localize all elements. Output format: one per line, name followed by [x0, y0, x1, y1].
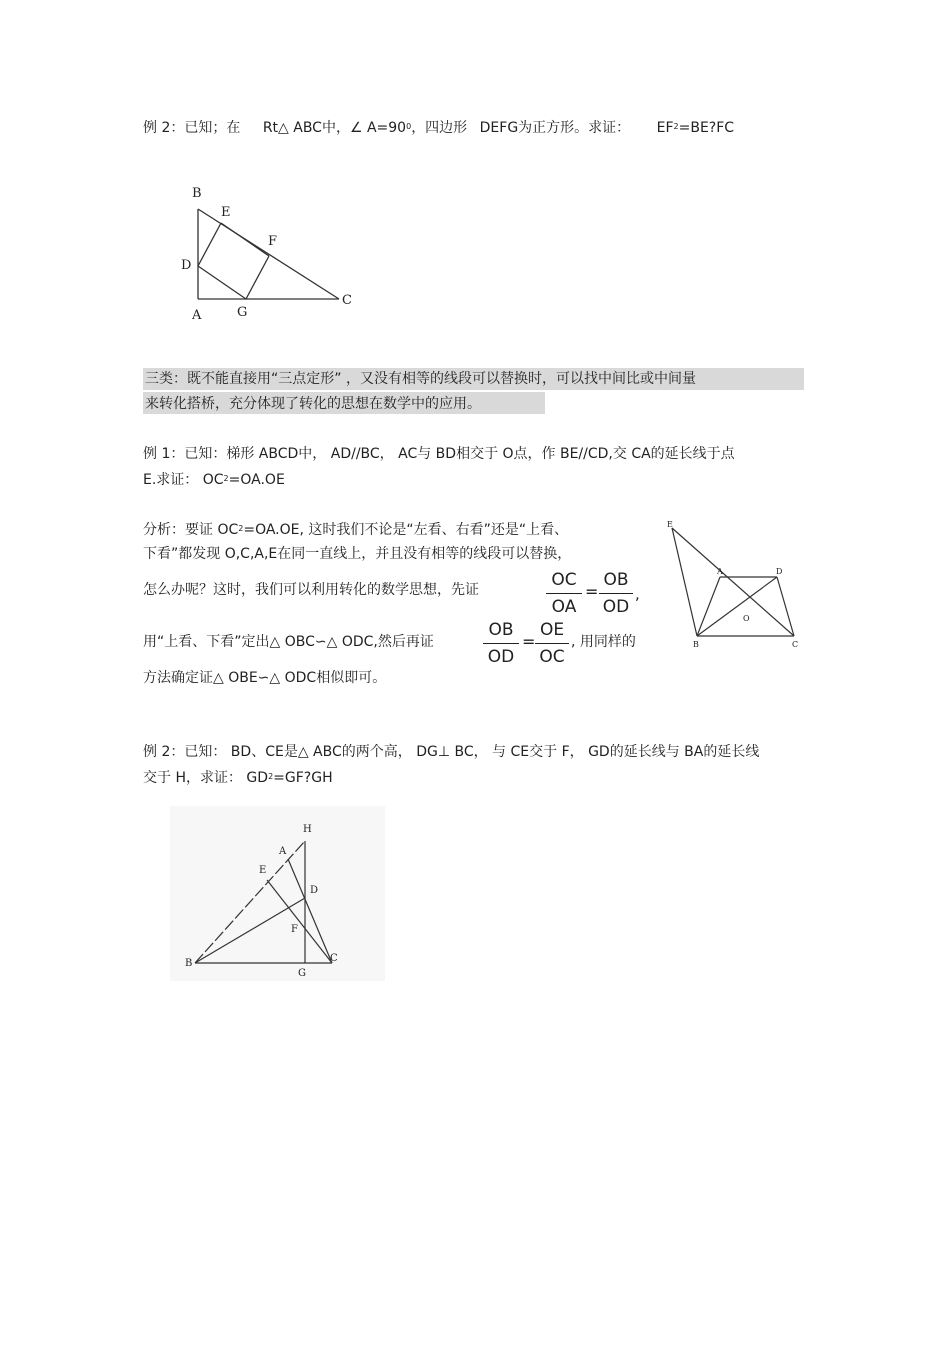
- label-d: D: [310, 885, 319, 896]
- example-2b-line-2: [143, 768, 333, 790]
- example-1-line-2: [143, 470, 285, 492]
- fraction-numerator: OC: [551, 570, 577, 590]
- analysis-line-2: 下看”都发现 O,C,A,E在同一直线上，并且没有相等的线段可以替换，: [143, 546, 572, 562]
- fraction-numerator: OB: [488, 620, 514, 640]
- label-a: A: [279, 846, 287, 857]
- example-1-line-1: 例 1：已知：梯形 ABCD中， AD//BC， AC与 BD相交于 O点，作 BE//CD,交 CA的延长线于点: [143, 446, 735, 462]
- label-f: F: [291, 924, 298, 935]
- analysis-line-3: 怎么办呢？这时，我们可以利用转化的数学思想，先证: [143, 582, 479, 598]
- fraction-numerator: OE: [539, 620, 565, 640]
- label-c: C: [330, 953, 338, 964]
- figure-trapezoid: [660, 516, 810, 656]
- square-sup: 2: [238, 524, 244, 533]
- comma: ,: [635, 585, 640, 603]
- example-2b-prove-lhs: 交于 H，求证： GD: [143, 770, 269, 786]
- category-3-line-1: 三类：既不能直接用“三点定形” ，又没有相等的线段可以替换时，可以找中间比或中间量: [145, 371, 696, 387]
- fraction-denominator: OD: [487, 647, 515, 667]
- example-1-prove-lhs: E.求证： OC: [143, 472, 224, 488]
- label-d: D: [181, 258, 192, 273]
- example-1-prove-rhs: =OA.OE: [228, 472, 285, 488]
- figure-triangle-altitudes: [170, 806, 385, 981]
- label-g: G: [298, 968, 306, 979]
- example-2-triangle: Rt△ ABC中，∠ A=90: [262, 120, 407, 136]
- label-a: A: [717, 567, 723, 576]
- label-o: O: [743, 614, 750, 623]
- fraction-ob-od-2: [483, 619, 519, 668]
- analysis-intro-rest: =OA.OE, 这时我们不论是“左看、右看”还是“上看、: [243, 522, 569, 538]
- analysis-intro: 分析：要证 OC: [143, 522, 239, 538]
- analysis-line-5: 方法确定证△ OBE∽△ ODC相似即可。: [143, 670, 387, 686]
- example-2-lhs: EF: [656, 120, 674, 136]
- category-3-line-2: 来转化搭桥，充分体现了转化的思想在数学中的应用。: [145, 396, 481, 412]
- square-sup: 2: [673, 122, 679, 131]
- example-2-statement: [143, 118, 734, 140]
- degree-sup: 0: [406, 122, 412, 131]
- label-h: H: [303, 824, 312, 835]
- label-e: E: [259, 865, 267, 876]
- figure-right-triangle-square: [170, 180, 370, 325]
- label-c: C: [792, 640, 799, 649]
- label-e: E: [221, 205, 231, 220]
- fraction-ob-od: [599, 569, 633, 618]
- label-b: B: [693, 640, 699, 649]
- fraction-denominator: OD: [602, 597, 630, 617]
- label-d: D: [776, 567, 783, 576]
- example-2b-prove-rhs: =GF?GH: [273, 770, 333, 786]
- equals-sign: =: [585, 582, 599, 601]
- example-2b-line-1: 例 2：已知： BD、CE是△ ABC的两个高， DG⊥ BC， 与 CE交于 F， GD的延长线与 BA的延长线: [143, 744, 760, 760]
- fraction-oc-oa: [546, 569, 582, 618]
- analysis-line-4-end: , 用同样的: [571, 634, 636, 650]
- label-e: E: [667, 520, 673, 529]
- fraction-oe-oc: [535, 619, 569, 668]
- example-2-rhs: =BE?FC: [678, 120, 735, 136]
- analysis-line-1: [143, 520, 568, 542]
- analysis-line-4: 用“上看、下看”定出△ OBC∽△ ODC,然后再证: [143, 634, 434, 650]
- equals-sign: =: [522, 632, 536, 651]
- square-sup: 2: [268, 772, 274, 781]
- fraction-denominator: OC: [539, 647, 565, 667]
- label-g: G: [237, 305, 248, 320]
- fraction-denominator: OA: [551, 597, 577, 617]
- label-a: A: [192, 308, 202, 323]
- example-2-quad: ，四边形: [411, 120, 468, 136]
- label-c: C: [342, 293, 352, 308]
- fraction-numerator: OB: [603, 570, 629, 590]
- square-sup: 2: [223, 474, 229, 483]
- label-b: B: [185, 958, 193, 969]
- label-f: F: [268, 234, 278, 249]
- example-2-prefix: 例 2：已知；在: [143, 120, 241, 136]
- example-2-square: DEFG为正方形。求证：: [479, 120, 631, 136]
- label-b: B: [192, 186, 202, 201]
